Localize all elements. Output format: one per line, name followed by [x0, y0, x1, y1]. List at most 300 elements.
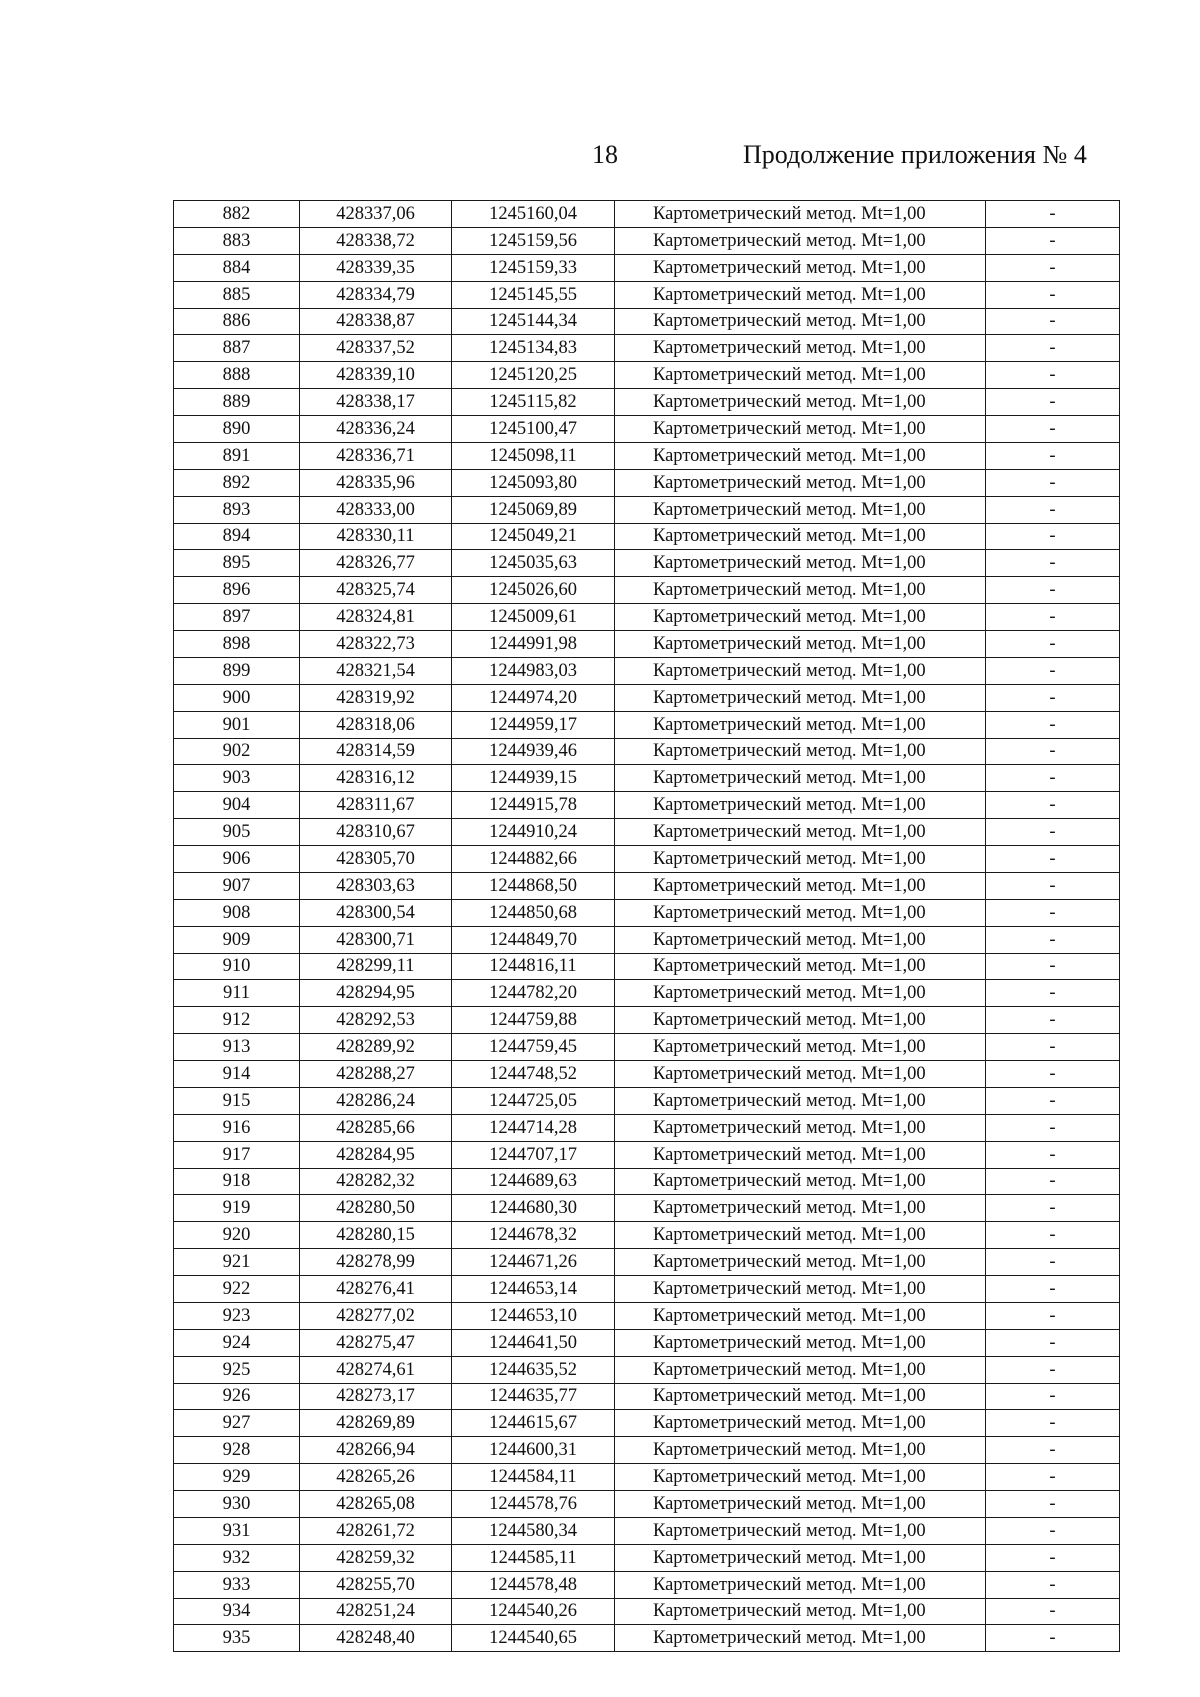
x-coordinate-cell: 428282,32 [300, 1168, 452, 1195]
method-cell: Картометрический метод. Mt=1,00 [615, 631, 986, 658]
x-coordinate-cell: 428303,63 [300, 872, 452, 899]
y-coordinate-cell: 1245120,25 [452, 362, 615, 389]
y-coordinate-cell: 1244974,20 [452, 684, 615, 711]
point-number-cell: 892 [174, 469, 300, 496]
method-cell: Картометрический метод. Mt=1,00 [615, 1544, 986, 1571]
table-row [174, 550, 1120, 577]
table-row [174, 1464, 1120, 1491]
y-coordinate-cell: 1245098,11 [452, 442, 615, 469]
y-coordinate-cell: 1245049,21 [452, 523, 615, 550]
note-cell: - [986, 1437, 1120, 1464]
note-cell: - [986, 657, 1120, 684]
point-number-cell: 882 [174, 201, 300, 228]
y-coordinate-cell: 1244983,03 [452, 657, 615, 684]
point-number-cell: 899 [174, 657, 300, 684]
note-cell: - [986, 254, 1120, 281]
y-coordinate-cell: 1245160,04 [452, 201, 615, 228]
method-cell: Картометрический метод. Mt=1,00 [615, 335, 986, 362]
point-number-cell: 895 [174, 550, 300, 577]
method-cell: Картометрический метод. Mt=1,00 [615, 442, 986, 469]
table-row [174, 469, 1120, 496]
method-cell: Картометрический метод. Mt=1,00 [615, 550, 986, 577]
x-coordinate-cell: 428321,54 [300, 657, 452, 684]
x-coordinate-cell: 428274,61 [300, 1356, 452, 1383]
note-cell: - [986, 1544, 1120, 1571]
point-number-cell: 931 [174, 1517, 300, 1544]
note-cell: - [986, 1625, 1120, 1652]
x-coordinate-cell: 428322,73 [300, 631, 452, 658]
table-row [174, 1007, 1120, 1034]
point-number-cell: 905 [174, 819, 300, 846]
point-number-cell: 887 [174, 335, 300, 362]
note-cell: - [986, 1302, 1120, 1329]
point-number-cell: 935 [174, 1625, 300, 1652]
x-coordinate-cell: 428339,10 [300, 362, 452, 389]
x-coordinate-cell: 428310,67 [300, 819, 452, 846]
y-coordinate-cell: 1244991,98 [452, 631, 615, 658]
x-coordinate-cell: 428338,17 [300, 389, 452, 416]
point-number-cell: 915 [174, 1087, 300, 1114]
note-cell: - [986, 1034, 1120, 1061]
note-cell: - [986, 1464, 1120, 1491]
table-row [174, 792, 1120, 819]
table-row [174, 657, 1120, 684]
x-coordinate-cell: 428337,06 [300, 201, 452, 228]
y-coordinate-cell: 1244678,32 [452, 1222, 615, 1249]
method-cell: Картометрический метод. Mt=1,00 [615, 577, 986, 604]
point-number-cell: 902 [174, 738, 300, 765]
method-cell: Картометрический метод. Mt=1,00 [615, 765, 986, 792]
note-cell: - [986, 335, 1120, 362]
y-coordinate-cell: 1244882,66 [452, 846, 615, 873]
x-coordinate-cell: 428292,53 [300, 1007, 452, 1034]
point-number-cell: 913 [174, 1034, 300, 1061]
table-row [174, 1517, 1120, 1544]
coordinates-table-body [174, 201, 1120, 1652]
x-coordinate-cell: 428273,17 [300, 1383, 452, 1410]
table-row [174, 604, 1120, 631]
point-number-cell: 914 [174, 1061, 300, 1088]
point-number-cell: 916 [174, 1114, 300, 1141]
point-number-cell: 925 [174, 1356, 300, 1383]
x-coordinate-cell: 428336,71 [300, 442, 452, 469]
y-coordinate-cell: 1244689,63 [452, 1168, 615, 1195]
x-coordinate-cell: 428275,47 [300, 1329, 452, 1356]
table-row [174, 926, 1120, 953]
note-cell: - [986, 846, 1120, 873]
method-cell: Картометрический метод. Mt=1,00 [615, 1437, 986, 1464]
x-coordinate-cell: 428269,89 [300, 1410, 452, 1437]
y-coordinate-cell: 1244680,30 [452, 1195, 615, 1222]
table-row [174, 227, 1120, 254]
y-coordinate-cell: 1244540,26 [452, 1598, 615, 1625]
table-row [174, 362, 1120, 389]
note-cell: - [986, 738, 1120, 765]
y-coordinate-cell: 1244653,10 [452, 1302, 615, 1329]
note-cell: - [986, 1329, 1120, 1356]
point-number-cell: 900 [174, 684, 300, 711]
point-number-cell: 883 [174, 227, 300, 254]
method-cell: Картометрический метод. Mt=1,00 [615, 1114, 986, 1141]
table-row [174, 335, 1120, 362]
point-number-cell: 927 [174, 1410, 300, 1437]
table-row [174, 1571, 1120, 1598]
method-cell: Картометрический метод. Mt=1,00 [615, 1141, 986, 1168]
note-cell: - [986, 1168, 1120, 1195]
x-coordinate-cell: 428335,96 [300, 469, 452, 496]
y-coordinate-cell: 1244540,65 [452, 1625, 615, 1652]
y-coordinate-cell: 1245069,89 [452, 496, 615, 523]
x-coordinate-cell: 428336,24 [300, 416, 452, 443]
method-cell: Картометрический метод. Mt=1,00 [615, 819, 986, 846]
method-cell: Картометрический метод. Mt=1,00 [615, 496, 986, 523]
y-coordinate-cell: 1245035,63 [452, 550, 615, 577]
table-row [174, 1544, 1120, 1571]
table-row [174, 684, 1120, 711]
y-coordinate-cell: 1244939,15 [452, 765, 615, 792]
note-cell: - [986, 1114, 1120, 1141]
table-row [174, 819, 1120, 846]
x-coordinate-cell: 428337,52 [300, 335, 452, 362]
point-number-cell: 911 [174, 980, 300, 1007]
point-number-cell: 922 [174, 1276, 300, 1303]
method-cell: Картометрический метод. Mt=1,00 [615, 1464, 986, 1491]
table-row [174, 1034, 1120, 1061]
point-number-cell: 904 [174, 792, 300, 819]
y-coordinate-cell: 1245159,56 [452, 227, 615, 254]
x-coordinate-cell: 428266,94 [300, 1437, 452, 1464]
page-number: 18 [592, 140, 618, 169]
point-number-cell: 934 [174, 1598, 300, 1625]
y-coordinate-cell: 1244850,68 [452, 899, 615, 926]
table-row [174, 765, 1120, 792]
method-cell: Картометрический метод. Mt=1,00 [615, 1168, 986, 1195]
point-number-cell: 888 [174, 362, 300, 389]
y-coordinate-cell: 1244578,48 [452, 1571, 615, 1598]
x-coordinate-cell: 428265,08 [300, 1491, 452, 1518]
note-cell: - [986, 926, 1120, 953]
y-coordinate-cell: 1244849,70 [452, 926, 615, 953]
method-cell: Картометрический метод. Mt=1,00 [615, 1087, 986, 1114]
method-cell: Картометрический метод. Mt=1,00 [615, 469, 986, 496]
table-row [174, 1437, 1120, 1464]
table-row [174, 1410, 1120, 1437]
point-number-cell: 893 [174, 496, 300, 523]
point-number-cell: 932 [174, 1544, 300, 1571]
method-cell: Картометрический метод. Mt=1,00 [615, 227, 986, 254]
note-cell: - [986, 416, 1120, 443]
note-cell: - [986, 792, 1120, 819]
method-cell: Картометрический метод. Mt=1,00 [615, 201, 986, 228]
x-coordinate-cell: 428277,02 [300, 1302, 452, 1329]
method-cell: Картометрический метод. Mt=1,00 [615, 389, 986, 416]
x-coordinate-cell: 428338,87 [300, 308, 452, 335]
y-coordinate-cell: 1245100,47 [452, 416, 615, 443]
point-number-cell: 906 [174, 846, 300, 873]
y-coordinate-cell: 1244714,28 [452, 1114, 615, 1141]
point-number-cell: 929 [174, 1464, 300, 1491]
y-coordinate-cell: 1244725,05 [452, 1087, 615, 1114]
note-cell: - [986, 684, 1120, 711]
y-coordinate-cell: 1245159,33 [452, 254, 615, 281]
y-coordinate-cell: 1244915,78 [452, 792, 615, 819]
y-coordinate-cell: 1245026,60 [452, 577, 615, 604]
method-cell: Картометрический метод. Mt=1,00 [615, 872, 986, 899]
page-caption: Продолжение приложения № 4 [743, 140, 1087, 169]
y-coordinate-cell: 1244759,45 [452, 1034, 615, 1061]
y-coordinate-cell: 1245009,61 [452, 604, 615, 631]
point-number-cell: 924 [174, 1329, 300, 1356]
method-cell: Картометрический метод. Mt=1,00 [615, 1034, 986, 1061]
y-coordinate-cell: 1244635,52 [452, 1356, 615, 1383]
method-cell: Картометрический метод. Mt=1,00 [615, 1061, 986, 1088]
point-number-cell: 907 [174, 872, 300, 899]
method-cell: Картометрический метод. Mt=1,00 [615, 899, 986, 926]
note-cell: - [986, 362, 1120, 389]
table-row [174, 389, 1120, 416]
point-number-cell: 903 [174, 765, 300, 792]
point-number-cell: 933 [174, 1571, 300, 1598]
x-coordinate-cell: 428326,77 [300, 550, 452, 577]
method-cell: Картометрический метод. Mt=1,00 [615, 657, 986, 684]
table-row [174, 631, 1120, 658]
y-coordinate-cell: 1245093,80 [452, 469, 615, 496]
point-number-cell: 908 [174, 899, 300, 926]
y-coordinate-cell: 1244707,17 [452, 1141, 615, 1168]
method-cell: Картометрический метод. Mt=1,00 [615, 1571, 986, 1598]
x-coordinate-cell: 428311,67 [300, 792, 452, 819]
method-cell: Картометрический метод. Mt=1,00 [615, 1598, 986, 1625]
x-coordinate-cell: 428261,72 [300, 1517, 452, 1544]
table-row [174, 846, 1120, 873]
y-coordinate-cell: 1244671,26 [452, 1249, 615, 1276]
table-row [174, 1249, 1120, 1276]
note-cell: - [986, 469, 1120, 496]
y-coordinate-cell: 1244584,11 [452, 1464, 615, 1491]
point-number-cell: 919 [174, 1195, 300, 1222]
point-number-cell: 894 [174, 523, 300, 550]
note-cell: - [986, 1383, 1120, 1410]
coordinates-table [173, 200, 1120, 1652]
x-coordinate-cell: 428319,92 [300, 684, 452, 711]
table-row [174, 496, 1120, 523]
y-coordinate-cell: 1244641,50 [452, 1329, 615, 1356]
method-cell: Картометрический метод. Mt=1,00 [615, 362, 986, 389]
point-number-cell: 890 [174, 416, 300, 443]
x-coordinate-cell: 428289,92 [300, 1034, 452, 1061]
note-cell: - [986, 872, 1120, 899]
method-cell: Картометрический метод. Mt=1,00 [615, 1007, 986, 1034]
table-row [174, 1087, 1120, 1114]
method-cell: Картометрический метод. Mt=1,00 [615, 1625, 986, 1652]
y-coordinate-cell: 1244585,11 [452, 1544, 615, 1571]
note-cell: - [986, 201, 1120, 228]
method-cell: Картометрический метод. Mt=1,00 [615, 926, 986, 953]
table-row [174, 523, 1120, 550]
point-number-cell: 920 [174, 1222, 300, 1249]
method-cell: Картометрический метод. Mt=1,00 [615, 684, 986, 711]
table-row [174, 201, 1120, 228]
point-number-cell: 885 [174, 281, 300, 308]
y-coordinate-cell: 1244910,24 [452, 819, 615, 846]
note-cell: - [986, 389, 1120, 416]
x-coordinate-cell: 428339,35 [300, 254, 452, 281]
note-cell: - [986, 1249, 1120, 1276]
point-number-cell: 886 [174, 308, 300, 335]
x-coordinate-cell: 428300,54 [300, 899, 452, 926]
table-row [174, 1141, 1120, 1168]
method-cell: Картометрический метод. Mt=1,00 [615, 1302, 986, 1329]
method-cell: Картометрический метод. Mt=1,00 [615, 308, 986, 335]
point-number-cell: 928 [174, 1437, 300, 1464]
table-row [174, 1329, 1120, 1356]
x-coordinate-cell: 428333,00 [300, 496, 452, 523]
note-cell: - [986, 980, 1120, 1007]
x-coordinate-cell: 428286,24 [300, 1087, 452, 1114]
method-cell: Картометрический метод. Mt=1,00 [615, 846, 986, 873]
note-cell: - [986, 281, 1120, 308]
table-row [174, 1491, 1120, 1518]
note-cell: - [986, 577, 1120, 604]
x-coordinate-cell: 428324,81 [300, 604, 452, 631]
note-cell: - [986, 899, 1120, 926]
note-cell: - [986, 1141, 1120, 1168]
point-number-cell: 926 [174, 1383, 300, 1410]
x-coordinate-cell: 428278,99 [300, 1249, 452, 1276]
note-cell: - [986, 711, 1120, 738]
method-cell: Картометрический метод. Mt=1,00 [615, 1195, 986, 1222]
point-number-cell: 910 [174, 953, 300, 980]
x-coordinate-cell: 428300,71 [300, 926, 452, 953]
table-row [174, 980, 1120, 1007]
x-coordinate-cell: 428259,32 [300, 1544, 452, 1571]
point-number-cell: 930 [174, 1491, 300, 1518]
table-row [174, 1168, 1120, 1195]
x-coordinate-cell: 428284,95 [300, 1141, 452, 1168]
note-cell: - [986, 1087, 1120, 1114]
point-number-cell: 912 [174, 1007, 300, 1034]
y-coordinate-cell: 1244600,31 [452, 1437, 615, 1464]
method-cell: Картометрический метод. Mt=1,00 [615, 1491, 986, 1518]
method-cell: Картометрический метод. Mt=1,00 [615, 416, 986, 443]
note-cell: - [986, 1571, 1120, 1598]
y-coordinate-cell: 1244959,17 [452, 711, 615, 738]
table-row [174, 442, 1120, 469]
table-row [174, 1598, 1120, 1625]
note-cell: - [986, 1356, 1120, 1383]
note-cell: - [986, 819, 1120, 846]
y-coordinate-cell: 1244868,50 [452, 872, 615, 899]
note-cell: - [986, 1195, 1120, 1222]
method-cell: Картометрический метод. Mt=1,00 [615, 1329, 986, 1356]
note-cell: - [986, 227, 1120, 254]
note-cell: - [986, 953, 1120, 980]
table-row [174, 254, 1120, 281]
x-coordinate-cell: 428325,74 [300, 577, 452, 604]
table-row [174, 899, 1120, 926]
method-cell: Картометрический метод. Mt=1,00 [615, 254, 986, 281]
x-coordinate-cell: 428288,27 [300, 1061, 452, 1088]
note-cell: - [986, 1276, 1120, 1303]
point-number-cell: 909 [174, 926, 300, 953]
point-number-cell: 898 [174, 631, 300, 658]
note-cell: - [986, 1517, 1120, 1544]
note-cell: - [986, 523, 1120, 550]
table-row [174, 872, 1120, 899]
point-number-cell: 918 [174, 1168, 300, 1195]
note-cell: - [986, 496, 1120, 523]
x-coordinate-cell: 428251,24 [300, 1598, 452, 1625]
method-cell: Картометрический метод. Mt=1,00 [615, 1517, 986, 1544]
table-row [174, 308, 1120, 335]
point-number-cell: 901 [174, 711, 300, 738]
table-row [174, 416, 1120, 443]
table-row [174, 577, 1120, 604]
y-coordinate-cell: 1245145,55 [452, 281, 615, 308]
method-cell: Картометрический метод. Mt=1,00 [615, 1356, 986, 1383]
note-cell: - [986, 1598, 1120, 1625]
y-coordinate-cell: 1244653,14 [452, 1276, 615, 1303]
table-row [174, 738, 1120, 765]
y-coordinate-cell: 1244580,34 [452, 1517, 615, 1544]
note-cell: - [986, 1222, 1120, 1249]
y-coordinate-cell: 1244578,76 [452, 1491, 615, 1518]
method-cell: Картометрический метод. Mt=1,00 [615, 980, 986, 1007]
table-row [174, 1383, 1120, 1410]
note-cell: - [986, 604, 1120, 631]
point-number-cell: 891 [174, 442, 300, 469]
note-cell: - [986, 765, 1120, 792]
y-coordinate-cell: 1245115,82 [452, 389, 615, 416]
x-coordinate-cell: 428314,59 [300, 738, 452, 765]
method-cell: Картометрический метод. Mt=1,00 [615, 792, 986, 819]
x-coordinate-cell: 428285,66 [300, 1114, 452, 1141]
method-cell: Картометрический метод. Mt=1,00 [615, 1276, 986, 1303]
table-row [174, 1276, 1120, 1303]
note-cell: - [986, 1410, 1120, 1437]
x-coordinate-cell: 428299,11 [300, 953, 452, 980]
table-row [174, 711, 1120, 738]
x-coordinate-cell: 428330,11 [300, 523, 452, 550]
y-coordinate-cell: 1244816,11 [452, 953, 615, 980]
note-cell: - [986, 550, 1120, 577]
table-row [174, 1114, 1120, 1141]
x-coordinate-cell: 428316,12 [300, 765, 452, 792]
y-coordinate-cell: 1245144,34 [452, 308, 615, 335]
table-row [174, 1195, 1120, 1222]
table-row [174, 1302, 1120, 1329]
x-coordinate-cell: 428318,06 [300, 711, 452, 738]
x-coordinate-cell: 428305,70 [300, 846, 452, 873]
y-coordinate-cell: 1244635,77 [452, 1383, 615, 1410]
x-coordinate-cell: 428276,41 [300, 1276, 452, 1303]
table-row [174, 1356, 1120, 1383]
point-number-cell: 884 [174, 254, 300, 281]
note-cell: - [986, 1061, 1120, 1088]
method-cell: Картометрический метод. Mt=1,00 [615, 953, 986, 980]
point-number-cell: 897 [174, 604, 300, 631]
x-coordinate-cell: 428338,72 [300, 227, 452, 254]
note-cell: - [986, 1491, 1120, 1518]
x-coordinate-cell: 428248,40 [300, 1625, 452, 1652]
x-coordinate-cell: 428255,70 [300, 1571, 452, 1598]
x-coordinate-cell: 428334,79 [300, 281, 452, 308]
y-coordinate-cell: 1244748,52 [452, 1061, 615, 1088]
method-cell: Картометрический метод. Mt=1,00 [615, 1249, 986, 1276]
method-cell: Картометрический метод. Mt=1,00 [615, 281, 986, 308]
table-row [174, 281, 1120, 308]
table-row [174, 953, 1120, 980]
